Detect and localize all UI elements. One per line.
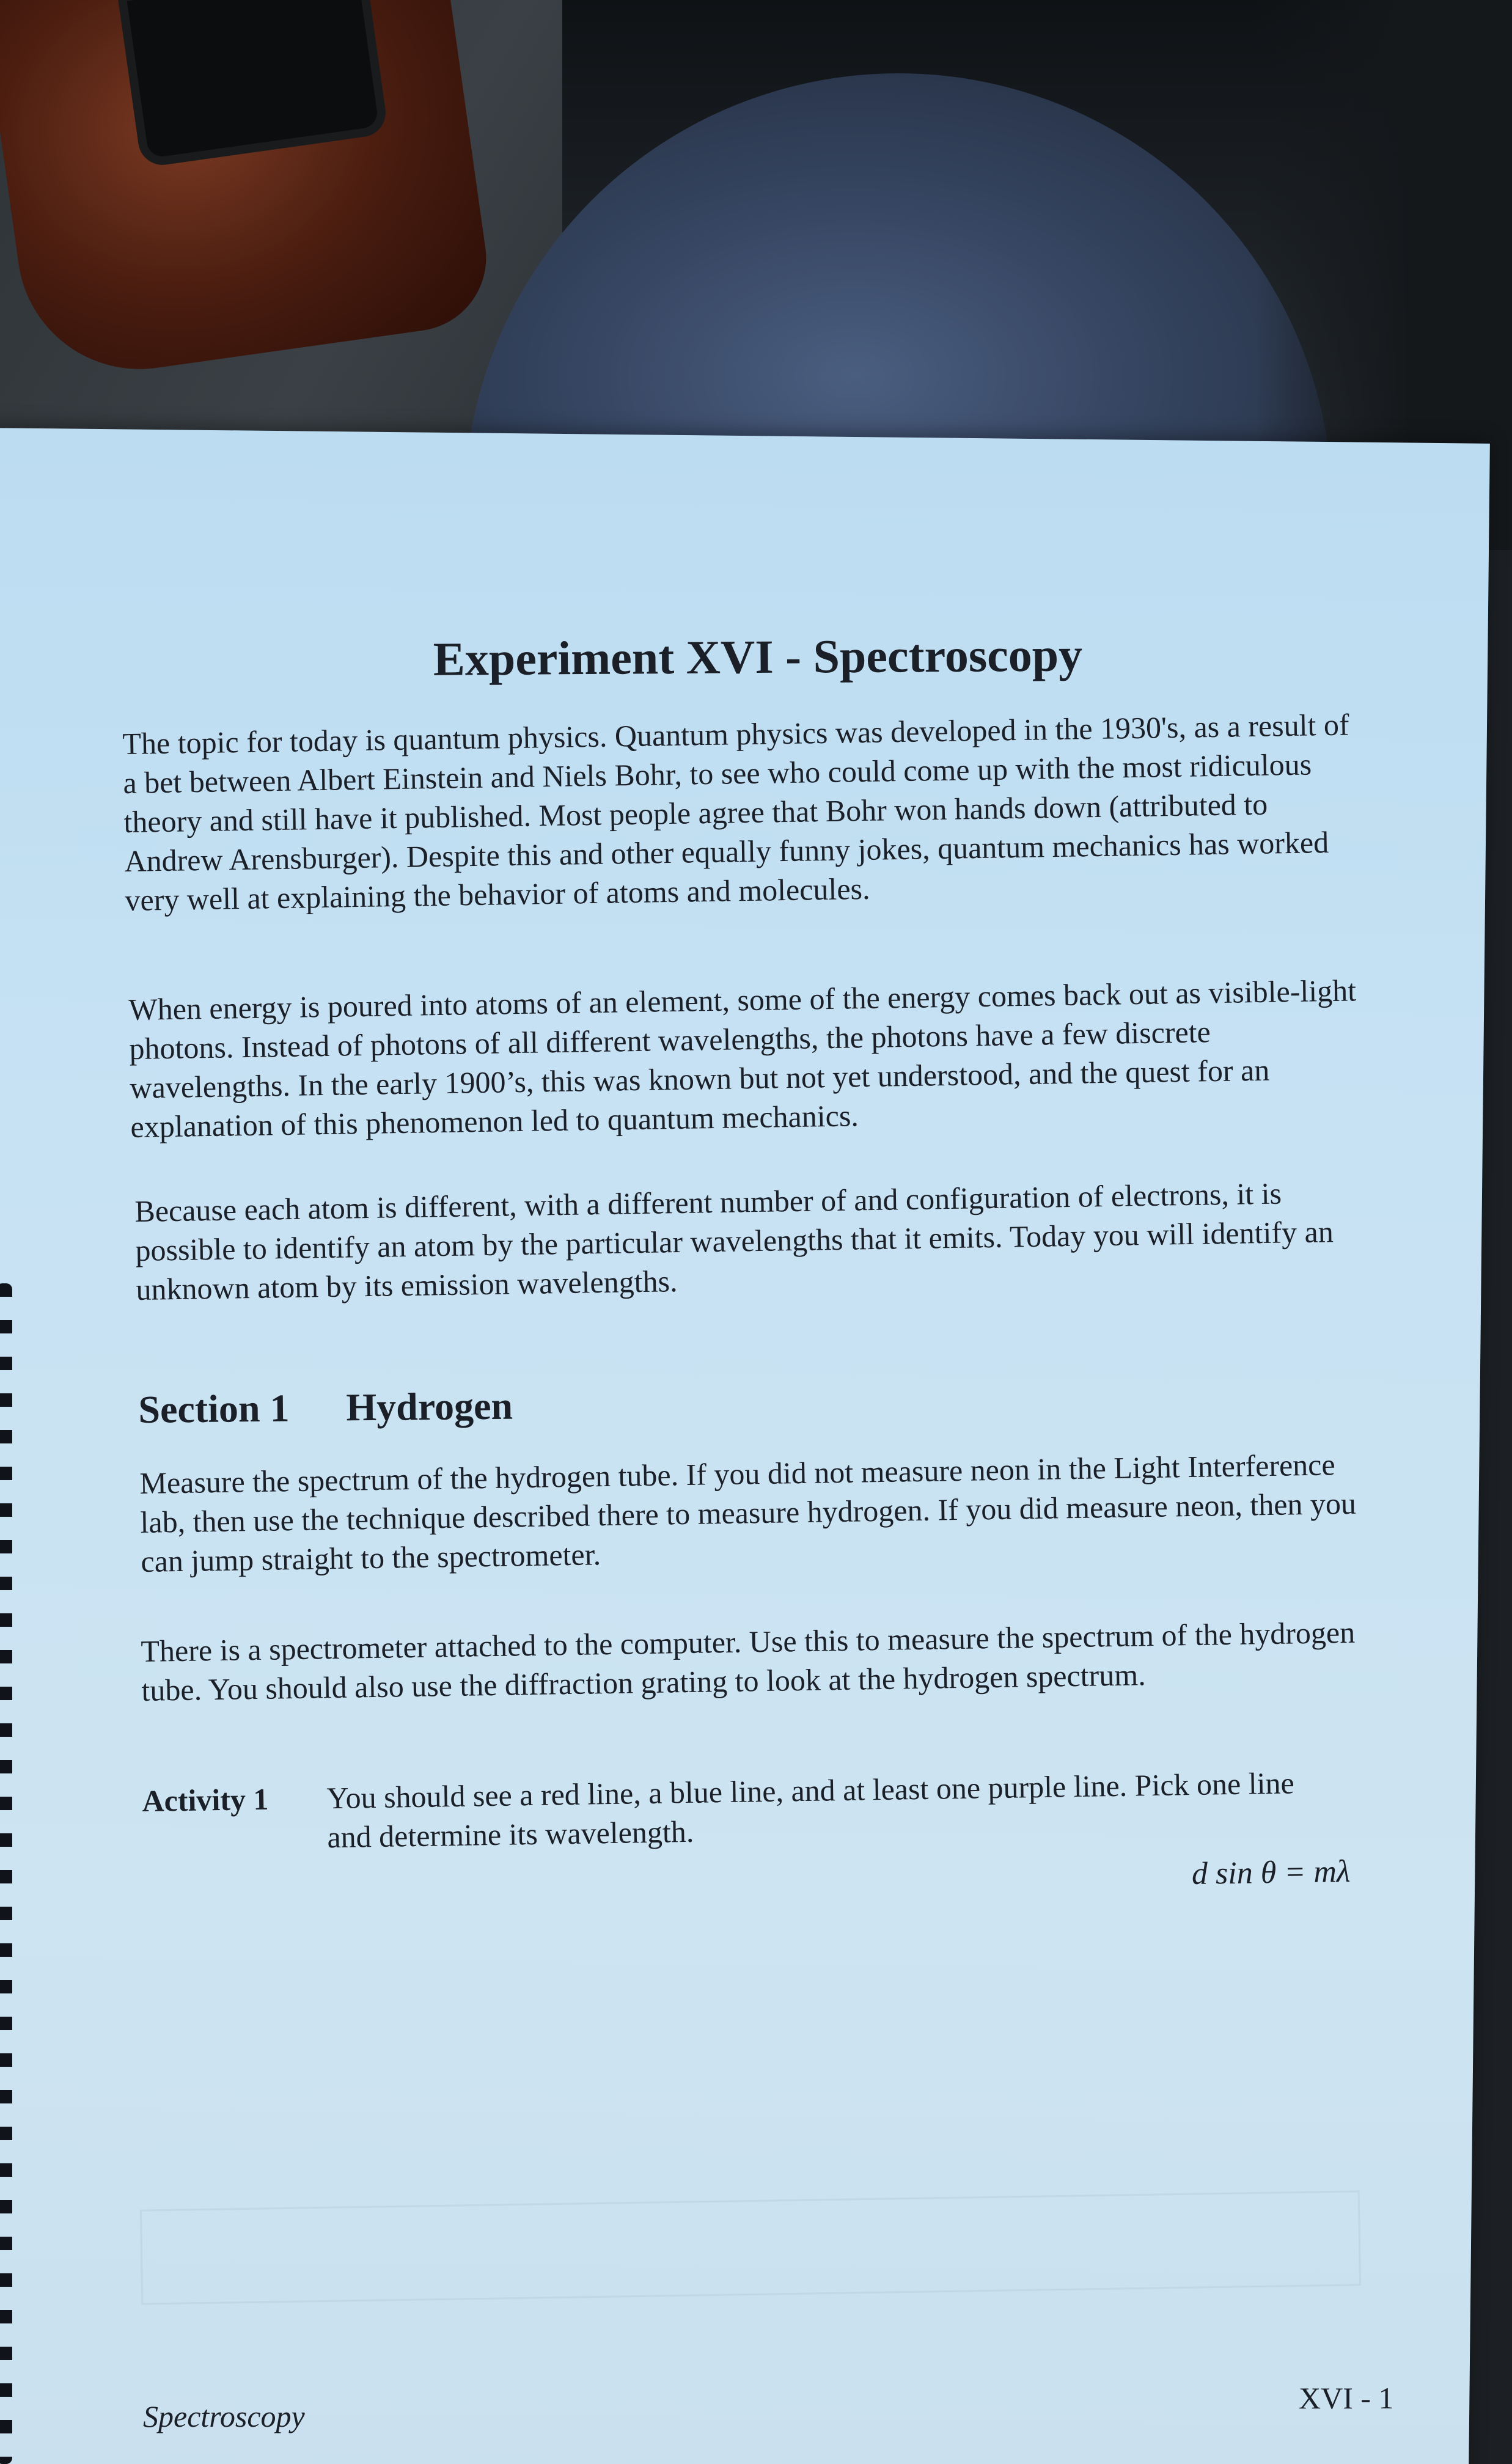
section-heading [138,1378,994,1432]
activity-label: Activity 1 [142,1781,269,1818]
section-paragraph-2: There is a spectrometer attached to the computer. Use this to measure the spectrum of the hydrogen tube. You should also use the diffraction grating to look at the hydrogen spectrum. [141,1615,1356,1707]
activity-block [142,1762,1364,1855]
bleed-through-box [140,2190,1361,2304]
section-title: Hydrogen [345,1384,513,1429]
activity-text: You should see a red line, a blue line, and at least one purple line. Pick one line and determine its wavelength. [326,1766,1295,1855]
grating-formula: d sin θ = mλ [1191,1854,1351,1892]
intro-paragraph-1: The topic for today is quantum physics. Quantum physics was developed in the 1930's, as a result of a bet between Albert Einstein and Niels Bohr, to see who could come up with the most ridiculous theory and still have it published. Most people agree that Bohr won hands down (attributed to Andrew Arensburger). Despite this and other equally funny jokes, quantum mechanics has worked very well at explaining the behavior of atoms and molecules. [122,707,1349,917]
section-paragraph-1: Measure the spectrum of the hydrogen tube. If you did not measure neon in the Light Interference lab, then use the technique described there to measure hydrogen. If you did measure neon, then you can jump straight to the spectrometer. [139,1447,1357,1579]
intro-paragraph-3: Because each atom is different, with a different number of and configuration of electrons, it is possible to identify an atom by the particular wavelengths that it emits. Today you will identify an unknown atom by its emission wavelengths. [134,1176,1334,1307]
footer-course-name: Spectroscopy [143,2399,305,2433]
intro-paragraph-2: When energy is poured into atoms of an element, some of the energy comes back out as visible-light photons. Instead of photons of all different wavelengths, the photons have a few discrete wavelengths. In the early 1900’s, this was known but not yet understood, and the quest for an explanation of this phenomenon led to quantum mechanics. [128,973,1357,1144]
document-title: Experiment XVI - Spectroscopy [433,628,1083,686]
footer-page-number: XVI - 1 [1299,2381,1394,2415]
section-number: Section 1 [138,1386,290,1431]
